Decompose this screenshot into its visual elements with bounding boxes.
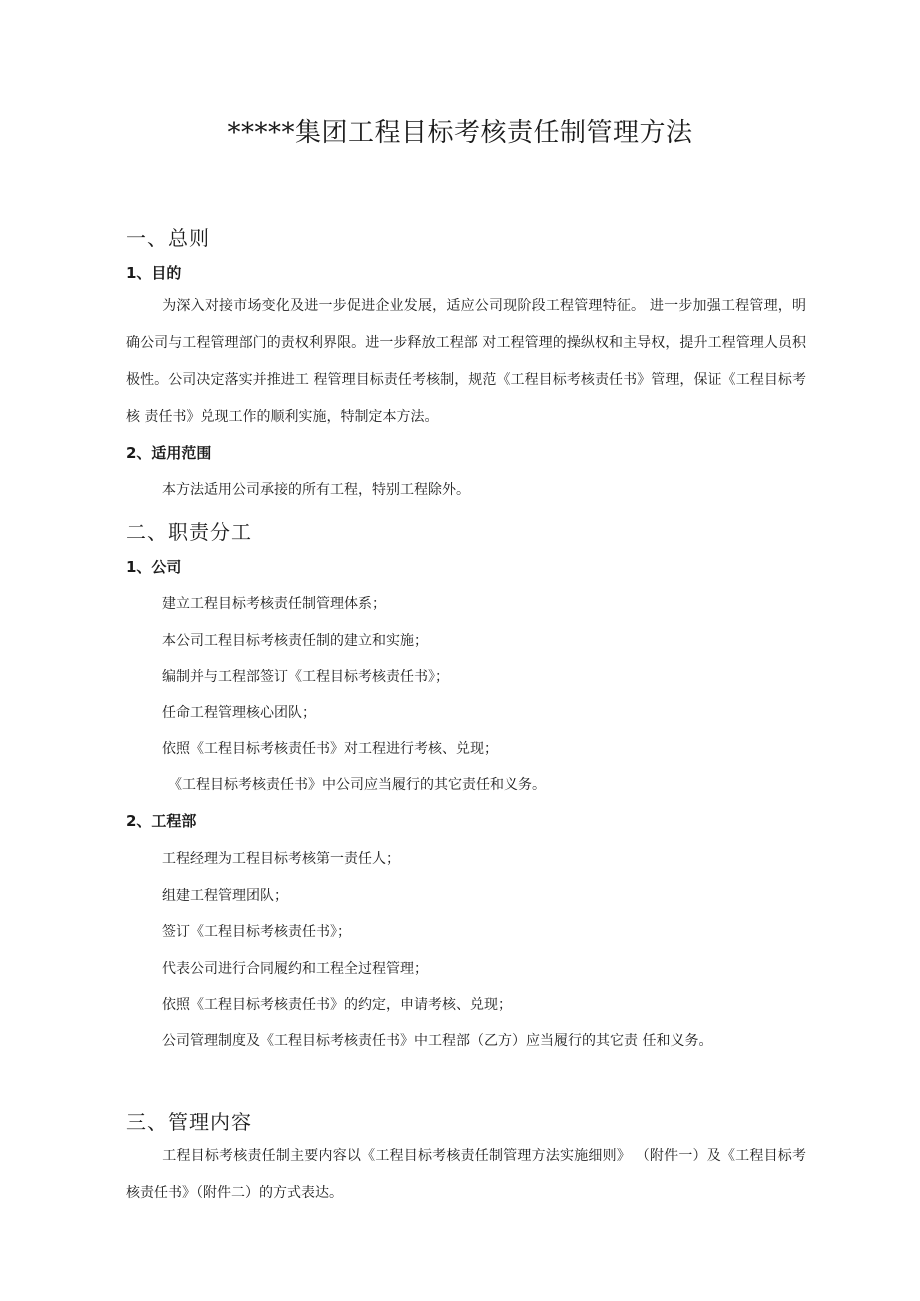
list-item: 《工程目标考核责任书》中公司应当履行的其它责任和义务。 [168,777,546,793]
list-item: 建立工程目标考核责任制管理体系； [162,596,386,612]
section-3-heading: 三、管理内容 [126,1110,252,1134]
section-2-heading: 二、职责分工 [126,520,252,544]
section-1-2-heading: 2、适用范围 [126,444,212,462]
list-item: 编制并与工程部签订《工程目标考核责任书》； [162,669,449,685]
document-title: *****集团工程目标考核责任制管理方法 [227,118,693,148]
list-item: 依照《工程目标考核责任书》的约定，申请考核、兑现； [162,997,512,1013]
section-1-1-paragraph [126,288,806,436]
section-2-2-heading: 2、工程部 [126,812,197,830]
list-item: 签订《工程目标考核责任书》； [162,924,351,940]
section-1-1-heading: 1、目的 [126,264,182,282]
section-2-1-heading: 1、公司 [126,558,182,576]
list-item: 本公司工程目标考核责任制的建立和实施； [162,633,428,649]
section-1-1-text: 为深入对接市场变化及进一步促进企业发展，适应公司现阶段工程管理特征。 进一步加强工程管理，明确公司与工程管理部门的责权利界限。进一步释放工程部 对工程管理的操纵权和主导权，提升工程管理人员积极性。公司决定落实并推进工 程管理目标责任考核制，规范《工程目标考核责任书》管理，保证《工程目标考核 责任书》兑现工作的顺利实施，特制定本方法。 [126,298,806,425]
list-item: 工程经理为工程目标考核第一责任人； [162,851,400,867]
section-3-paragraph [126,1138,806,1212]
list-item: 代表公司进行合同履约和工程全过程管理； [162,961,428,977]
list-item: 公司管理制度及《工程目标考核责任书》中工程部（乙方）应当履行的其它责 任和义务。 [162,1033,713,1049]
section-3-text: 工程目标考核责任制主要内容以《工程目标考核责任制管理方法实施细则》 （附件一）及《工程目标考核责任书》（附件二）的方式表达。 [126,1148,806,1201]
section-1-2-text: 本方法适用公司承接的所有工程，特别工程除外。 [162,482,470,498]
list-item: 任命工程管理核心团队； [162,705,316,721]
list-item: 依照《工程目标考核责任书》对工程进行考核、兑现； [162,741,498,757]
section-1-heading: 一、总则 [126,226,210,250]
list-item: 组建工程管理团队； [162,888,288,904]
